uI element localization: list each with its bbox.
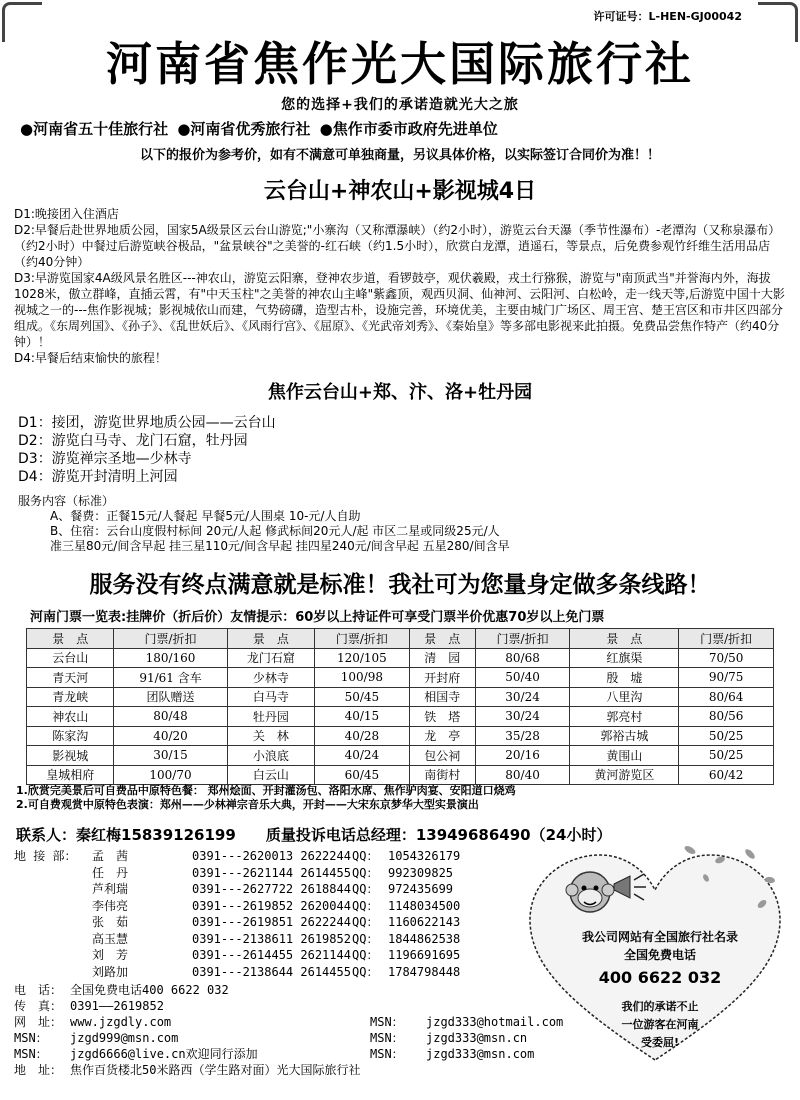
col-header: 景 点 (570, 629, 679, 649)
staff-phone: 0391---2138644 2614455 (192, 964, 351, 979)
ticket-price-cell: 91/61 含车 (114, 668, 227, 688)
scenic-spot-cell: 少林寺 (227, 668, 314, 688)
msn-label: MSN： (370, 1047, 404, 1061)
scenic-spot-cell: 小浪底 (227, 746, 314, 766)
contact-person: 联系人：秦红梅15839126199 (16, 826, 236, 844)
address-label: 地 址： (14, 1063, 63, 1077)
honors-line (20, 118, 790, 139)
qq-label: QQ： (352, 882, 379, 896)
ticket-price-cell: 100/70 (114, 765, 227, 785)
ticket-price-cell: 40/20 (114, 726, 227, 746)
msn-label: MSN： (14, 1047, 48, 1061)
ticket-row (27, 648, 774, 668)
scenic-spot-cell: 神农山 (27, 707, 114, 727)
staff-phone: 0391---2614455 2621144 (192, 948, 351, 962)
ticket-price-cell: 80/68 (475, 648, 570, 668)
scenic-spot-cell: 郭亮村 (570, 707, 679, 727)
scenic-spot-cell: 相国寺 (409, 687, 475, 707)
ticket-row (27, 687, 774, 707)
web-label: 网 址： (14, 1015, 63, 1029)
msn-label: MSN： (14, 1031, 48, 1045)
note-item: 1.欣赏完美景后可自费品中原特色餐： 郑州烩面、开封灌汤包、洛阳水席、焦作驴肉宴、安阳道口烧鸡 (16, 784, 516, 797)
service-heading: 服务内容（标准） (18, 494, 115, 508)
contact-details (14, 982, 563, 1078)
ticket-price-cell: 100/98 (315, 668, 410, 688)
ticket-price-cell: 50/25 (679, 746, 774, 766)
service-hotel-stars: 准三星80元/间含早起 挂三星110元/间含早起 挂四星240元/间含早起 五星280/间含早 (50, 539, 510, 553)
heart-line: 一位游客在河南 (621, 1018, 699, 1031)
staff-row (14, 964, 460, 981)
staff-name: 孟 茜 (92, 849, 129, 863)
megaphone-icon (612, 872, 648, 902)
service-slogan: 服务没有终点满意就是标准！我社可为您量身定做多条线路！ (89, 572, 711, 598)
scenic-spot-cell: 龙门石窟 (227, 648, 314, 668)
staff-row (14, 881, 460, 898)
ticket-price-cell: 80/40 (475, 765, 570, 785)
ticket-header-row (27, 629, 774, 649)
license-number: 许可证号：L-HEN-GJ00042 (593, 10, 742, 23)
msn-value: jzgd333@msn.com (426, 1047, 535, 1061)
staff-spacer (14, 931, 92, 948)
staff-name: 任 丹 (92, 865, 129, 880)
ticket-price-cell: 30/24 (475, 687, 570, 707)
ticket-price-cell: 180/160 (114, 648, 227, 668)
heart-hotline: 400 6622 032 (598, 968, 722, 987)
qq-label: QQ： (352, 964, 379, 979)
staff-qq: 1148034500 (388, 898, 461, 913)
col-header: 景 点 (27, 629, 114, 649)
ticket-table (26, 628, 774, 785)
staff-row (14, 931, 460, 948)
complaint-phone: 质量投诉电话总经理：13949686490（24小时） (265, 826, 612, 844)
heart-line: 我公司网站有全国旅行社名录 (581, 930, 738, 944)
col-header: 景 点 (227, 629, 314, 649)
scenic-spot-cell: 黄围山 (570, 746, 679, 766)
staff-name: 刘 芳 (92, 948, 129, 962)
agency-title: 河南省焦作光大国际旅行社 (106, 37, 694, 91)
msn-value: jzgd333@hotmail.com (426, 1015, 564, 1029)
scenic-spot-cell: 影视城 (27, 746, 114, 766)
scenic-spot-cell: 开封府 (409, 668, 475, 688)
col-header: 景 点 (409, 629, 475, 649)
scenic-spot-cell: 陈家沟 (27, 726, 114, 746)
ticket-row (27, 668, 774, 688)
col-header: 门票/折扣 (679, 629, 774, 649)
fax-value: 0391——2619852 (70, 999, 164, 1013)
staff-qq: 1196691695 (388, 948, 461, 962)
staff-name: 高玉慧 (92, 931, 129, 946)
scenic-spot-cell: 铁 塔 (409, 707, 475, 727)
scenic-spot-cell: 清 园 (409, 648, 475, 668)
heart-line: 我们的承诺不止 (621, 1000, 699, 1013)
scenic-spot-cell: 青天河 (27, 668, 114, 688)
ticket-price-cell: 30/15 (114, 746, 227, 766)
ticket-price-cell: 30/24 (475, 707, 570, 727)
note-item: 2.可自费观赏中原特色表演：郑州——少林禅宗音乐大典，开封——大宋东京梦华大型实景演出 (16, 798, 479, 811)
qq-label: QQ： (352, 931, 379, 946)
scenic-spot-cell: 云台山 (27, 648, 114, 668)
staff-name: 芦利瑞 (92, 882, 129, 896)
staff-qq: 1784798448 (388, 964, 461, 979)
route2-title: 焦作云台山+郑、汴、洛+牡丹园 (267, 382, 533, 403)
scenic-spot-cell: 包公祠 (409, 746, 475, 766)
msn-value: jzgd6666@live.cn欢迎同行添加 (70, 1047, 258, 1061)
extra-notes (16, 784, 516, 812)
honor-item: ●河南省优秀旅行社 (177, 120, 311, 138)
scenic-spot-cell: 黄河游览区 (570, 765, 679, 785)
fax-label: 传 真： (14, 999, 63, 1013)
staff-name: 刘路加 (92, 964, 129, 979)
staff-qq: 992309825 (388, 865, 454, 880)
staff-phone: 0391---2619852 2620044 (192, 898, 351, 913)
scenic-spot-cell: 龙 亭 (409, 726, 475, 746)
qq-label: QQ： (352, 849, 379, 863)
msn-label: MSN： (370, 1031, 404, 1045)
monkey-mascot-icon (560, 862, 620, 922)
staff-phone: 0391---2138611 2619852 (192, 931, 351, 946)
ticket-price-cell: 80/48 (114, 707, 227, 727)
staff-row (14, 914, 460, 931)
ticket-price-cell: 50/45 (315, 687, 410, 707)
heart-line: 受委屈! (640, 1036, 680, 1049)
col-header: 门票/折扣 (315, 629, 410, 649)
ticket-row (27, 746, 774, 766)
route1-day: D1:晚接团入住酒店 (14, 207, 119, 221)
staff-row (14, 947, 460, 964)
route2-day: D1：接团，游览世界地质公园——云台山 (18, 415, 276, 431)
msn-label: MSN： (370, 1015, 404, 1029)
heart-line: 全国免费电话 (623, 948, 696, 962)
service-section (18, 494, 718, 554)
route1-day: D4:早餐后结束愉快的旅程！ (14, 351, 167, 365)
staff-phone: 0391---2627722 2618844 (192, 882, 351, 896)
ticket-price-cell: 40/28 (315, 726, 410, 746)
staff-list (14, 848, 460, 980)
service-hotel: B、住宿：云台山度假村标间 20元/人起 修武标间20元人/起 市区二星或同级25元/人 (50, 524, 500, 538)
ticket-price-cell: 40/24 (315, 746, 410, 766)
ticket-heading: 河南门票一览表:挂牌价（折后价）友情提示：60岁以上持证件可享受门票半价优惠70岁以上免门票 (30, 610, 605, 625)
route2-day: D3：游览禅宗圣地—少林寺 (18, 451, 192, 467)
route2-itinerary (18, 414, 618, 486)
scenic-spot-cell: 八里沟 (570, 687, 679, 707)
ticket-price-cell: 40/15 (315, 707, 410, 727)
scenic-spot-cell: 关 林 (227, 726, 314, 746)
tel-value: 全国免费电话400 6622 032 (70, 983, 229, 997)
staff-name: 张 茹 (92, 915, 129, 929)
staff-spacer (14, 964, 92, 981)
col-header: 门票/折扣 (114, 629, 227, 649)
ticket-price-cell: 团队赠送 (114, 687, 227, 707)
honor-item: ●河南省五十佳旅行社 (20, 120, 169, 138)
ticket-price-cell: 80/56 (679, 707, 774, 727)
ticket-price-cell: 70/50 (679, 648, 774, 668)
staff-spacer (14, 865, 92, 882)
staff-phone: 0391---2619851 2622244 (192, 915, 351, 929)
scenic-spot-cell: 郭裕古城 (570, 726, 679, 746)
scenic-spot-cell: 白云山 (227, 765, 314, 785)
ticket-price-cell: 60/42 (679, 765, 774, 785)
scenic-spot-cell: 皇城相府 (27, 765, 114, 785)
ticket-price-cell: 50/25 (679, 726, 774, 746)
route1-day: D2:早餐后赴世界地质公园，国家5A级景区云台山游览;"小寨沟（又称潭瀑峡）（约2小时），游览云台天瀑（季节性瀑布）-老潭沟（又称泉瀑布）（约2小时）中餐过后游览峡谷极品，"盆景峡谷"之美誉的-红石峡（约1.5小时），欣赏白龙潭，逍遥石，等景点，后免费参观竹纤维生活用品店（约40分钟） (14, 223, 781, 269)
staff-row (14, 865, 460, 882)
ticket-price-cell: 20/16 (475, 746, 570, 766)
scenic-spot-cell: 青龙峡 (27, 687, 114, 707)
col-header: 门票/折扣 (475, 629, 570, 649)
scenic-spot-cell: 牡丹园 (227, 707, 314, 727)
staff-dept-label: 地 接 部： (14, 849, 77, 863)
qq-label: QQ： (352, 865, 379, 880)
tel-label: 电 话： (14, 983, 63, 997)
staff-row (14, 848, 460, 865)
staff-qq: 1160622143 (388, 915, 461, 929)
ticket-row (27, 765, 774, 785)
staff-phone: 0391---2620013 2622244 (192, 849, 351, 863)
route1-itinerary (14, 206, 786, 366)
scenic-spot-cell: 南街村 (409, 765, 475, 785)
staff-spacer (14, 947, 92, 964)
honor-item: ●焦作市委市政府先进单位 (319, 120, 498, 138)
route1-title: 云台山+神农山+影视城4日 (263, 179, 537, 204)
msn-value: jzgd333@msn.cn (426, 1031, 528, 1045)
web-value: www.jzgdly.com (70, 1015, 172, 1029)
address-value: 焦作百货楼北50米路西（学生路对面）光大国际旅行社 (70, 1063, 361, 1077)
price-notice: 以下的报价为参考价，如有不满意可单独商量，另议具体价格，以实际签订合同价为准！！ (139, 148, 660, 163)
service-meal: A、餐费：正餐15元/人餐起 早餐5元/人围桌 10-元/人自助 (50, 509, 361, 523)
route1-day: D3:早游览国家4A级风景名胜区---神农山，游览云阳寨，登神农步道，看锣鼓亭，观伏羲殿，戎土行猕猴，游览与"南顶武当"并誉海内外，海拔1028米，傲立群峰，直插云霄，有"中天玉柱"之美誉的神农山主峰"紫鑫顶，观西贝洞、仙神河、云阳河、白松岭，走一线天等,后游览中国十大影视城之一的---焦作影视城；影视城依山而建，气势磅礴，造型古朴，设施完善，环境优美，主要由城门广场区、周王宫、楚王宫区和市井区四部分组成。《东周列国》、《孙子》、《乱世妖后》、《风雨行宫》、《屈原》、《光武帝刘秀》、《秦始皇》等多部电影视来此拍摄。免费品尝焦作特产（约40分钟）！ (14, 271, 785, 349)
staff-qq: 1054326179 (388, 849, 461, 863)
scenic-spot-cell: 白马寺 (227, 687, 314, 707)
ticket-price-cell: 90/75 (679, 668, 774, 688)
ticket-price-cell: 120/105 (315, 648, 410, 668)
staff-qq: 972435699 (388, 882, 454, 896)
qq-label: QQ： (352, 915, 379, 929)
scenic-spot-cell: 红旗渠 (570, 648, 679, 668)
staff-qq: 1844862538 (388, 931, 461, 946)
ticket-row (27, 707, 774, 727)
qq-label: QQ： (352, 898, 379, 913)
ticket-price-cell: 60/45 (315, 765, 410, 785)
ticket-row (27, 726, 774, 746)
route2-day: D2：游览白马寺、龙门石窟，牡丹园 (18, 433, 248, 449)
staff-row (14, 898, 460, 915)
ticket-price-cell: 80/64 (679, 687, 774, 707)
ticket-price-cell: 50/40 (475, 668, 570, 688)
staff-name: 李伟亮 (92, 898, 129, 913)
staff-phone: 0391---2621144 2614455 (192, 865, 351, 880)
staff-spacer (14, 881, 92, 898)
scenic-spot-cell: 殷 墟 (570, 668, 679, 688)
staff-spacer (14, 898, 92, 915)
ticket-table-body (27, 648, 774, 785)
msn-value: jzgd999@msn.com (70, 1031, 179, 1045)
agency-slogan: 您的选择+我们的承诺造就光大之旅 (281, 97, 519, 113)
route2-day: D4：游览开封清明上河园 (18, 469, 178, 485)
ticket-price-cell: 35/28 (475, 726, 570, 746)
qq-label: QQ： (352, 948, 379, 962)
staff-spacer (14, 914, 92, 931)
